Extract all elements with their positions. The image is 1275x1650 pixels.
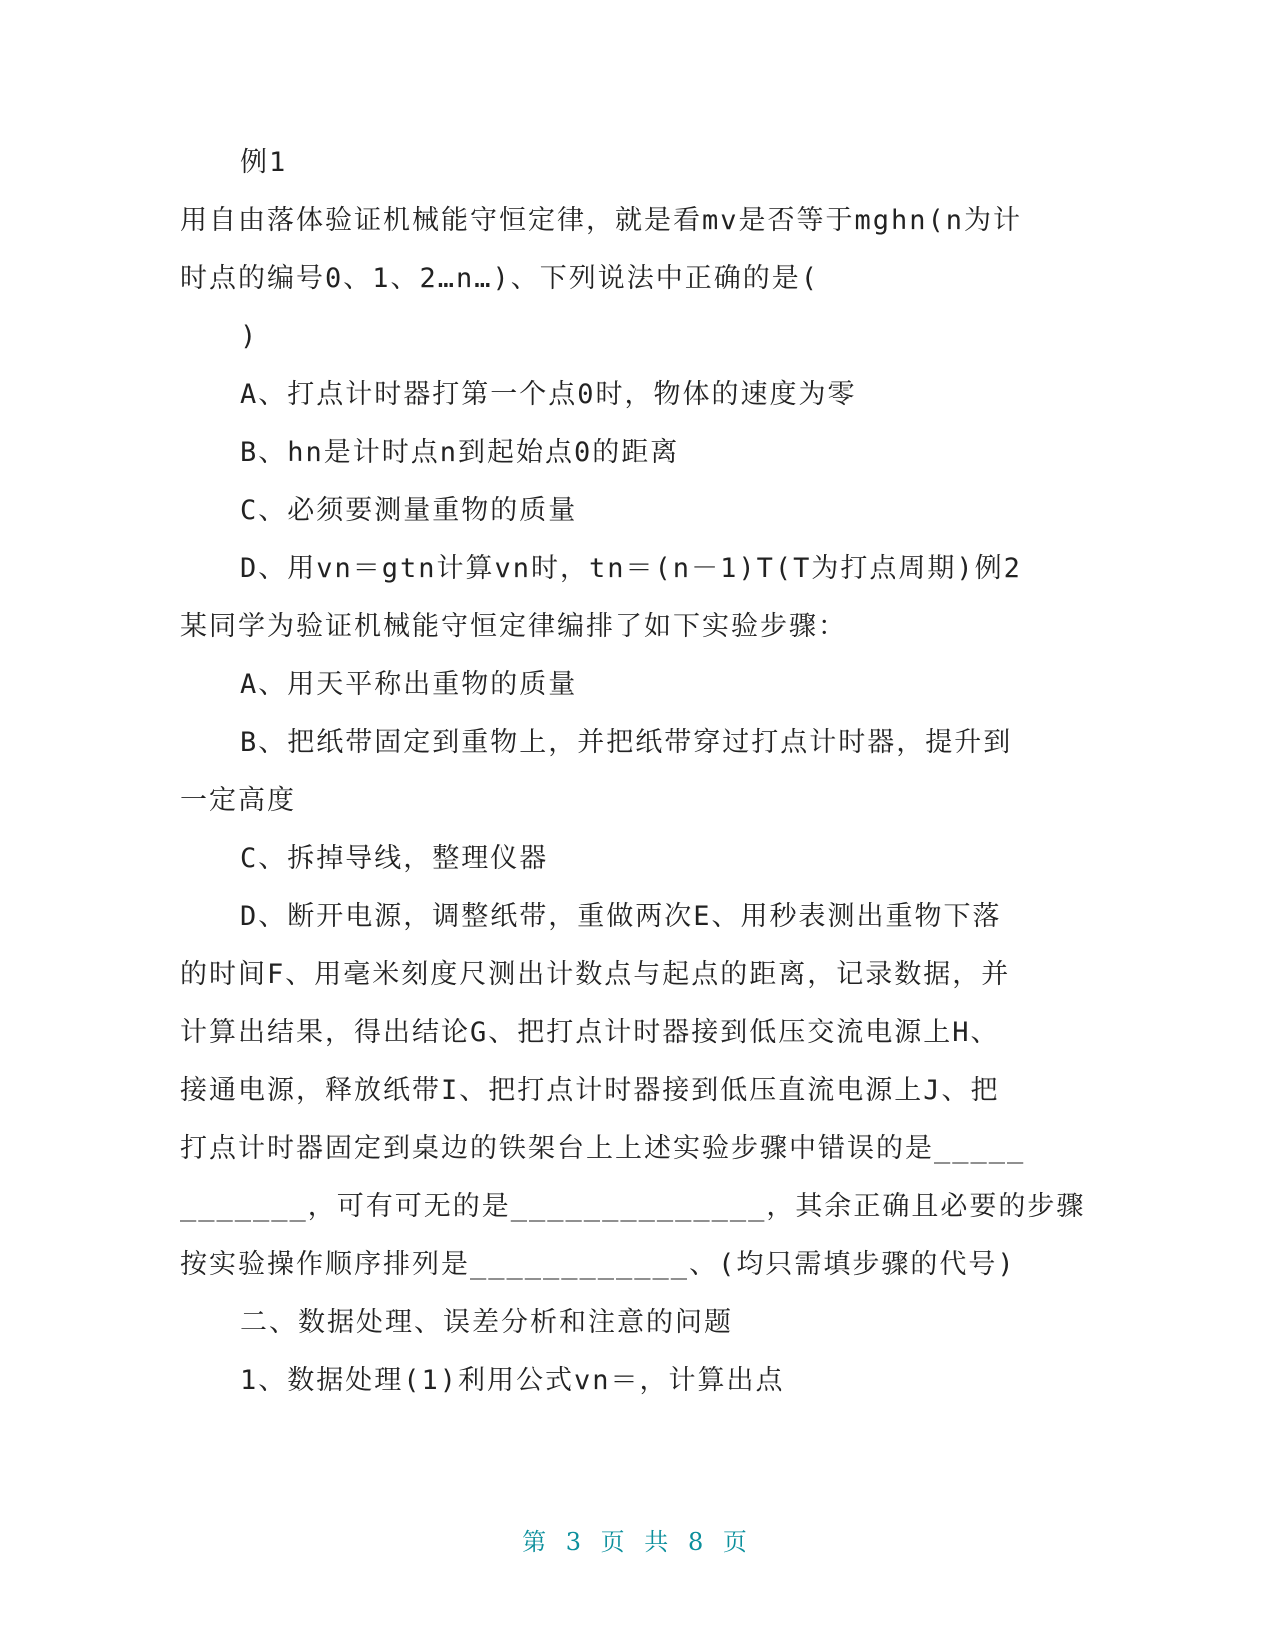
option-c: C、必须要测量重物的质量 — [240, 495, 578, 526]
text-line: _______，可有可无的是______________，其余正确且必要的步骤 — [180, 1191, 1086, 1222]
option-a: A、打点计时器打第一个点0时，物体的速度为零 — [240, 379, 857, 410]
step-d: D、断开电源，调整纸带，重做两次E、用秒表测出重物下落 — [240, 901, 1002, 932]
option-b: B、hn是计时点n到起始点0的距离 — [240, 437, 680, 468]
option-d: D、用vn＝gtn计算vn时，tn＝(n－1)T(T为打点周期)例2 — [240, 553, 1022, 584]
text-line: 时点的编号0、1、2…n…)、下列说法中正确的是( — [180, 263, 820, 294]
text-line: 按实验操作顺序排列是____________、(均只需填步骤的代号) — [180, 1249, 1016, 1280]
example-1-heading: 例1 — [240, 147, 288, 178]
text-line: 某同学为验证机械能守恒定律编排了如下实验步骤： — [180, 611, 847, 642]
step-a: A、用天平称出重物的质量 — [240, 669, 578, 700]
text-line: 接通电源，释放纸带I、把打点计时器接到低压直流电源上J、把 — [180, 1075, 1000, 1106]
text-line: 打点计时器固定到桌边的铁架台上上述实验步骤中错误的是_____ — [180, 1133, 1026, 1164]
text-line: 计算出结果，得出结论G、把打点计时器接到低压交流电源上H、 — [180, 1017, 1000, 1048]
text-line: 1、数据处理(1)利用公式vn＝，计算出点 — [240, 1365, 785, 1396]
text-line: 用自由落体验证机械能守恒定律，就是看mv是否等于mghn(n为计 — [180, 205, 1023, 236]
section-heading: 二、数据处理、误差分析和注意的问题 — [240, 1307, 733, 1338]
step-b: B、把纸带固定到重物上，并把纸带穿过打点计时器，提升到 — [240, 727, 1013, 758]
text-line: ) — [240, 321, 259, 352]
step-c: C、拆掉导线，整理仪器 — [240, 843, 549, 874]
text-line: 的时间F、用毫米刻度尺测出计数点与起点的距离，记录数据，并 — [180, 959, 1011, 990]
text-line: 一定高度 — [180, 785, 296, 816]
page-number: 第 3 页 共 8 页 — [522, 1528, 753, 1556]
